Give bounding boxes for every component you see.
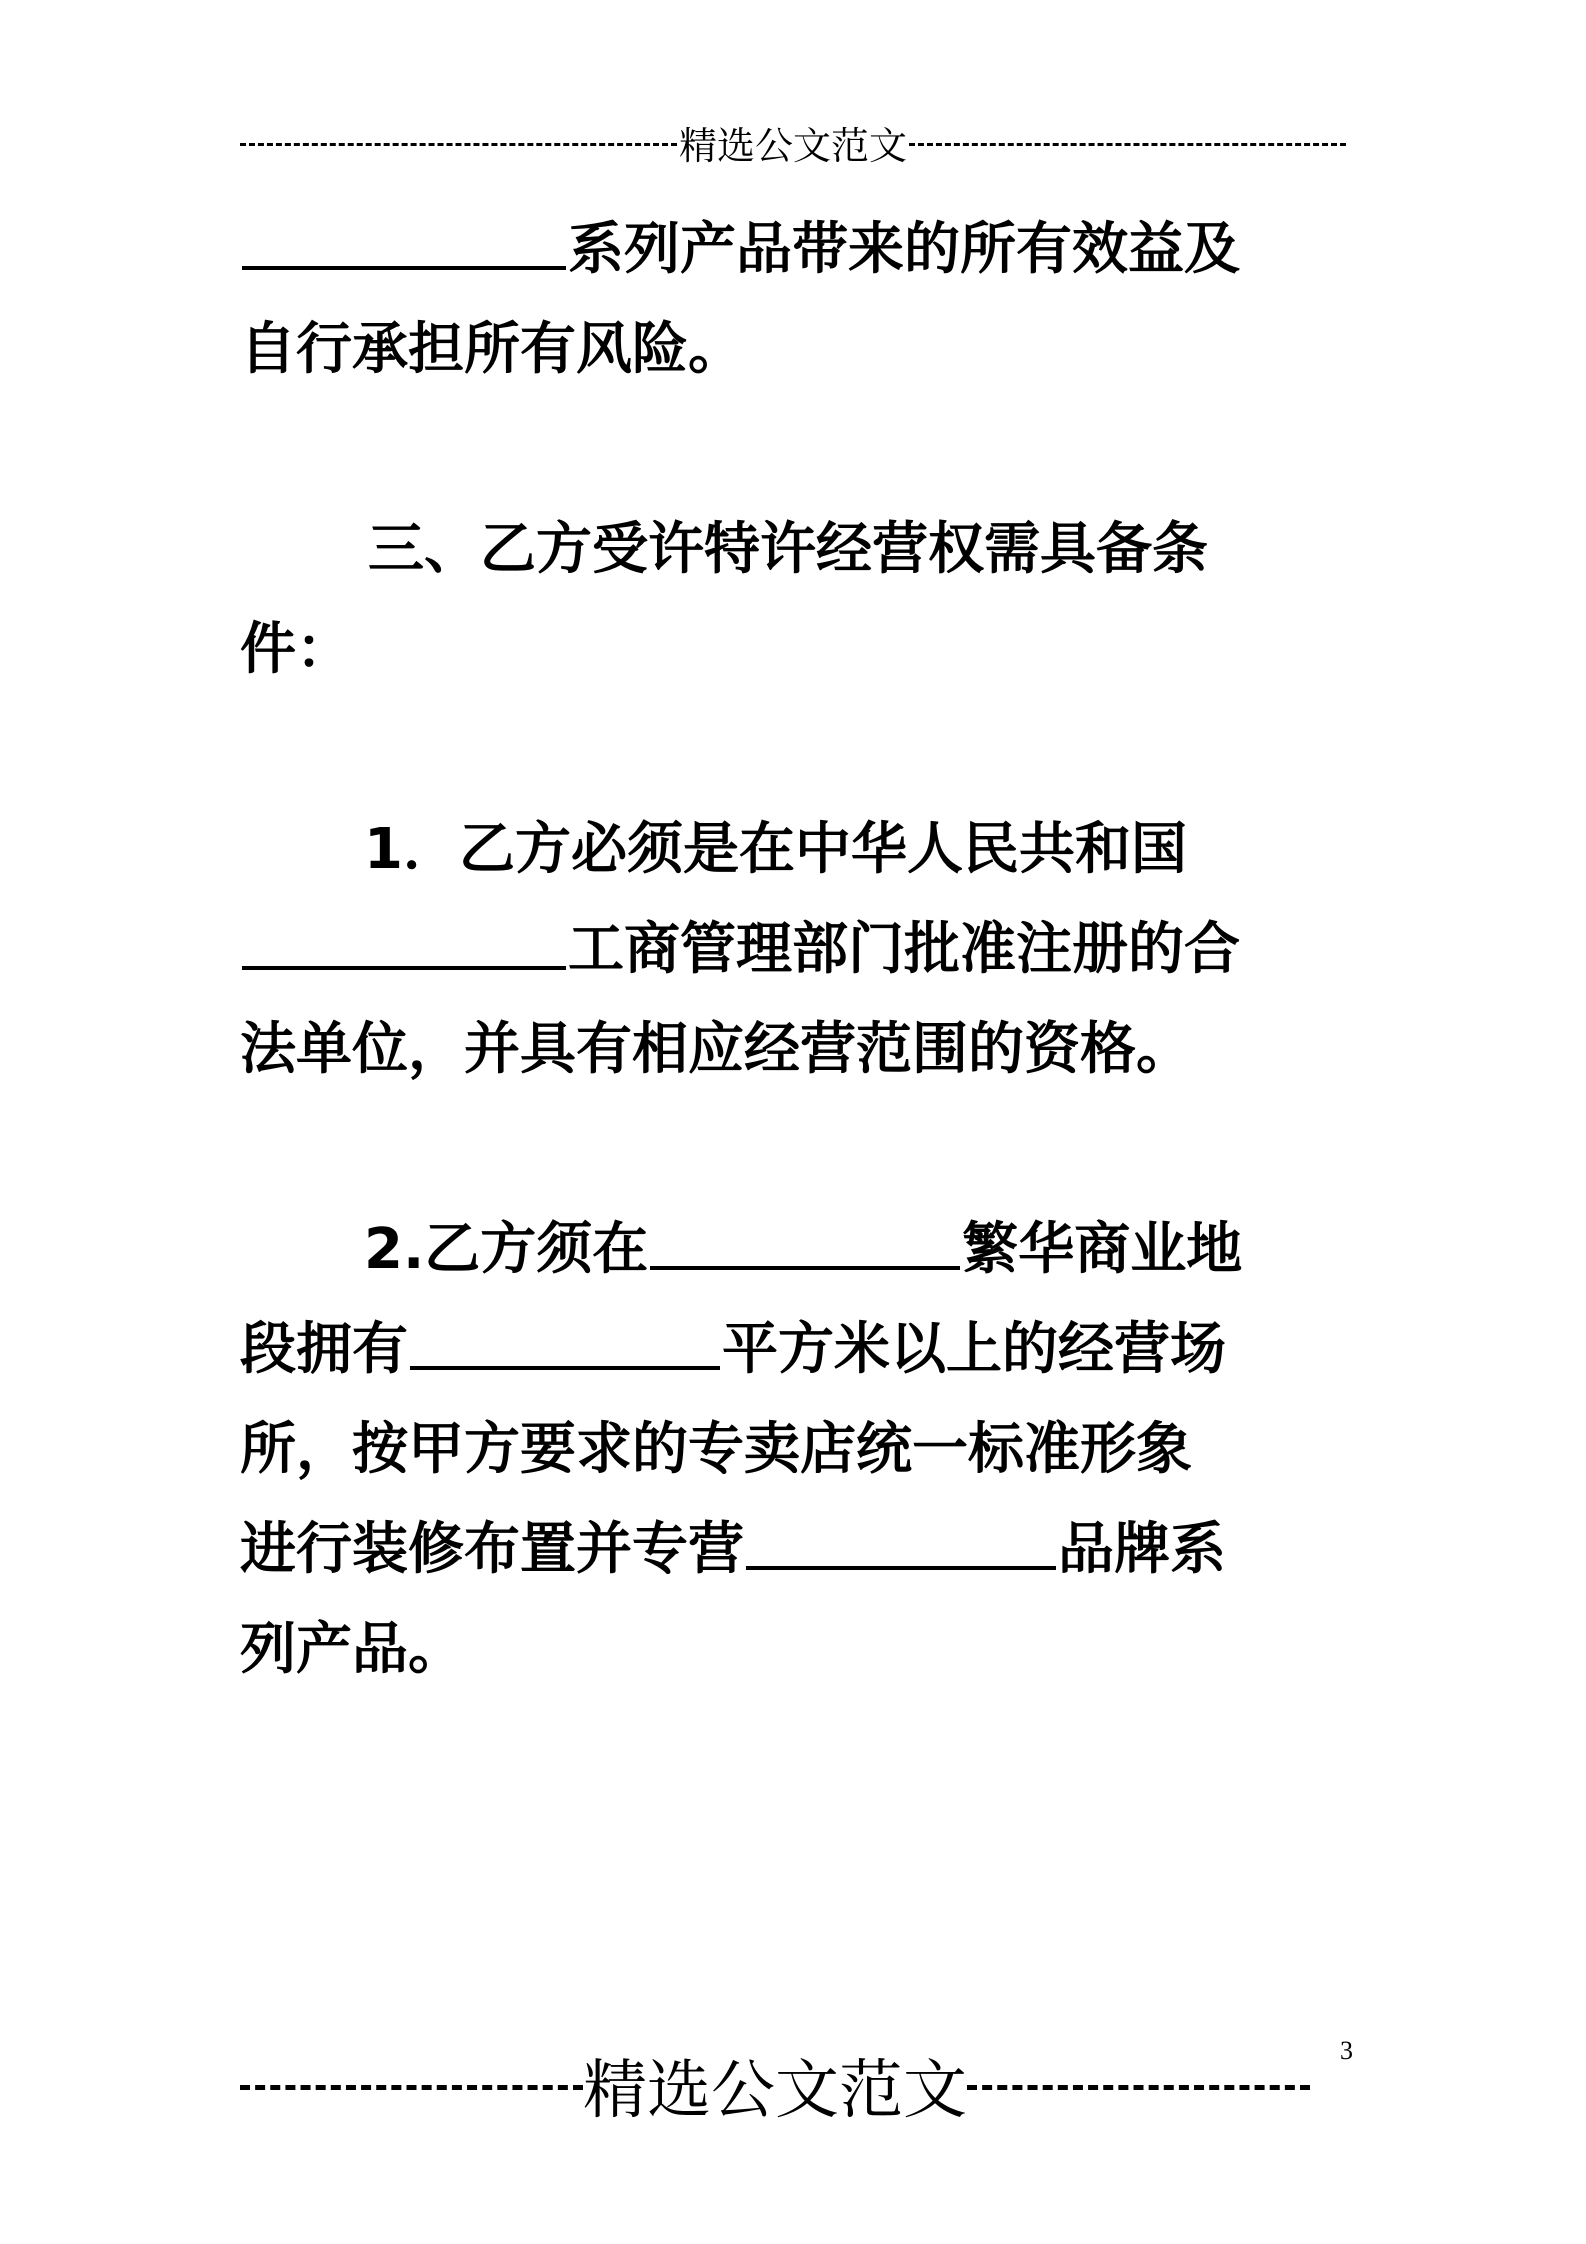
footer-label: 精选公文范文	[583, 2054, 967, 2128]
footer-dash-left	[240, 2085, 583, 2090]
paragraph-4-line-1: 2.乙方须在 繁华商业地	[364, 1217, 1243, 1282]
header-label: 精选公文范文	[679, 123, 908, 168]
page-header	[240, 112, 1346, 172]
spacer	[240, 400, 1356, 500]
paragraph-3-line-1: 1．乙方必须是在中华人民共和国	[364, 817, 1187, 882]
header-dash-left	[240, 143, 677, 146]
document-body	[240, 200, 1356, 1700]
paragraph-2-line-2: 件：	[240, 617, 352, 682]
paragraph-4-line-3: 所，按甲方要求的专卖店统一标准形象	[240, 1417, 1192, 1482]
paragraph-1-line-1: 系列产品带来的所有效益及	[240, 200, 1356, 300]
paragraph-3-line-3: 法单位，并具有相应经营范围的资格。	[240, 1017, 1192, 1082]
paragraph-4-line-5: 列产品。	[240, 1617, 464, 1682]
paragraph-4-line-4: 进行装修布置并专营 品牌系	[240, 1517, 1226, 1582]
paragraph-2-line-1: 三、乙方受许特许经营权需具备条	[368, 517, 1208, 582]
header-dash-right	[909, 143, 1346, 146]
spacer	[240, 1100, 1356, 1200]
footer-dash-right	[967, 2085, 1310, 2090]
fill-in-blank	[746, 1566, 1056, 1570]
paragraph-3-line-2: 工商管理部门批准注册的合	[240, 900, 1356, 1000]
page-footer	[240, 2040, 1310, 2130]
fill-in-blank	[242, 266, 566, 270]
paragraph-4-line-2: 段拥有 平方米以上的经营场	[240, 1317, 1226, 1382]
fill-in-blank	[650, 1266, 960, 1270]
fill-in-blank	[410, 1366, 720, 1370]
fill-in-blank	[242, 966, 566, 970]
paragraph-1-line-2: 自行承担所有风险。	[240, 317, 744, 382]
page-number: 3	[1340, 2036, 1353, 2065]
spacer	[240, 700, 1356, 800]
